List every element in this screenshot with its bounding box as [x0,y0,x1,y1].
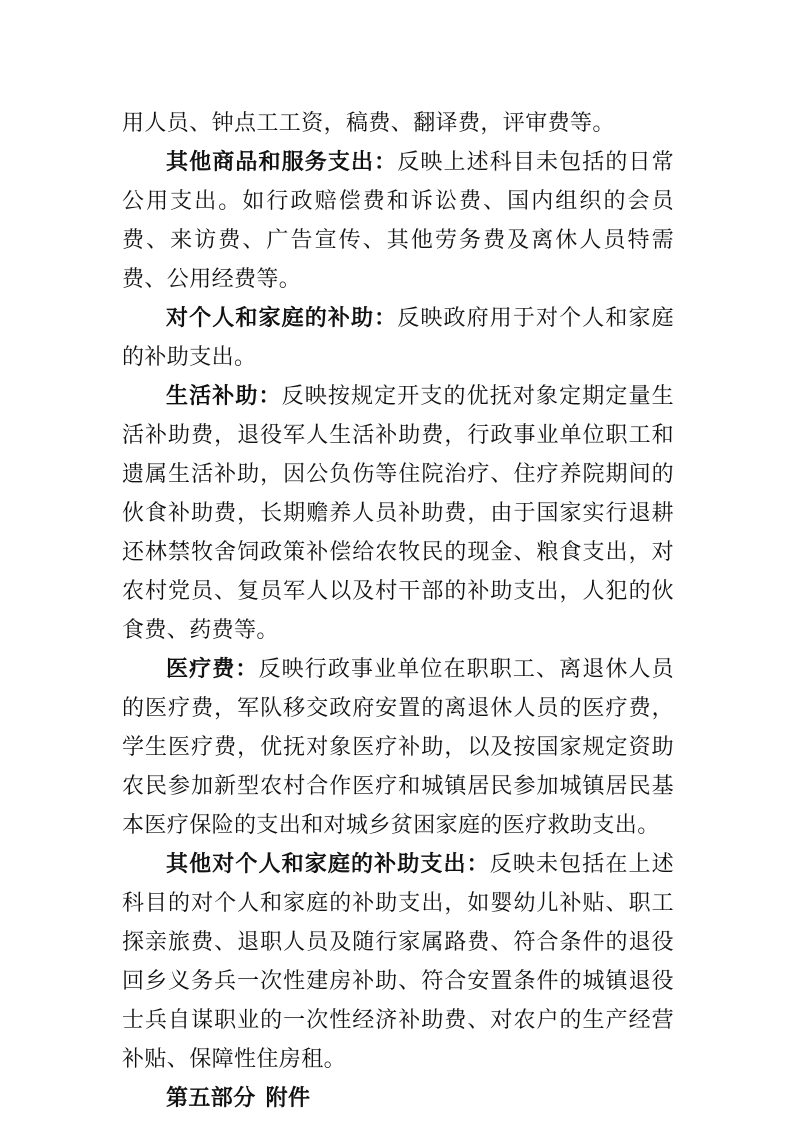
term-label: 对个人和家庭的补助： [166,306,398,331]
paragraph-body: 反映未包括在上述科目的对个人和家庭的补助支出，如婴幼儿补贴、职工探亲旅费、退职人员及随行家属路费、符合条件的退役回乡义务兵一次性建房补助、符合安置条件的城镇退役士兵自谋职业的一次性经济补助费、对农户的生产经营补贴、保障性住房租。 [122,852,674,1072]
term-label: 医疗费： [166,657,259,682]
term-label: 生活补助： [166,384,282,409]
paragraph-living-subsidy [122,377,674,650]
section-heading [122,1079,674,1118]
paragraph-other-personal-subsidy [122,845,674,1079]
paragraph-continuation [122,104,674,143]
paragraph-body: 反映上述科目未包括的日常公用支出。如行政赔偿费和诉讼费、国内组织的会员费、来访费、广告宣传、其他劳务费及离休人员特需费、公用经费等。 [122,150,674,292]
term-label: 其他对个人和家庭的补助支出： [166,852,490,877]
paragraph-body: 用人员、钟点工工资，稿费、翻译费，评审费等。 [122,111,615,136]
paragraph-personal-family-subsidy [122,299,674,377]
section-part-label: 第五部分 [166,1086,256,1111]
term-label: 其他商品和服务支出： [166,150,398,175]
section-title: 附件 [265,1086,311,1111]
paragraph-medical-expenses [122,650,674,845]
paragraph-body: 反映行政事业单位在职职工、离退休人员的医疗费，军队移交政府安置的离退休人员的医疗费，学生医疗费，优抚对象医疗补助，以及按国家规定资助农民参加新型农村合作医疗和城镇居民参加城镇居民基本医疗保险的支出和对城乡贫困家庭的医疗救助支出。 [122,657,674,838]
paragraph-body: 反映按规定开支的优抚对象定期定量生活补助费，退役军人生活补助费，行政事业单位职工和遗属生活补助，因公负伤等住院治疗、住疗养院期间的伙食补助费，长期赡养人员补助费，由于国家实行退耕还林禁牧舍饲政策补偿给农牧民的现金、粮食支出，对农村党员、复员军人以及村干部的补助支出，人犯的伙食费、药费等。 [122,384,674,643]
paragraph-body: 反映政府用于对个人和家庭的补助支出。 [122,306,674,370]
paragraph-other-goods-services [122,143,674,299]
document-page [122,104,674,1118]
